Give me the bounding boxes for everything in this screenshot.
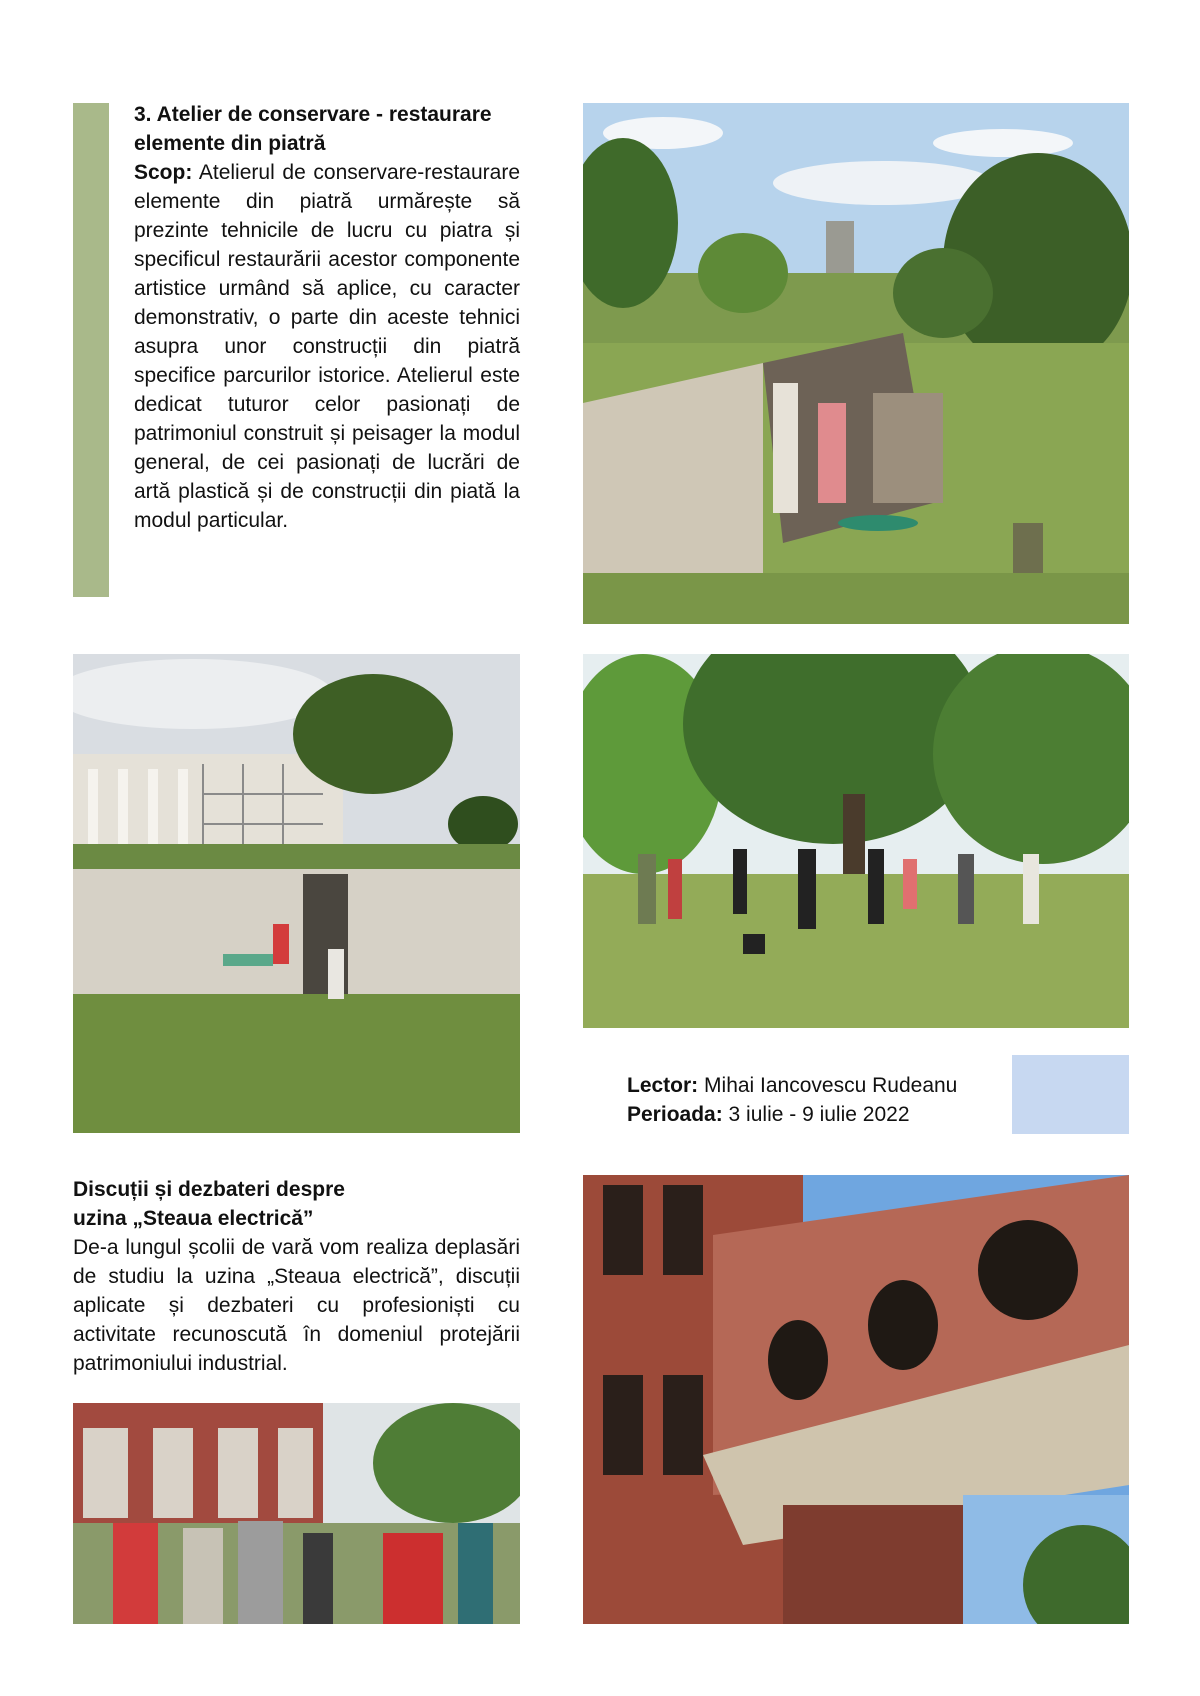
accent-box [1012,1055,1129,1134]
period-label: Perioada: [627,1103,723,1126]
section-title-line1: Discuții și dezbateri despre [73,1178,345,1201]
scope-text: Atelierul de conservare-restaurare elemente din piatră urmărește să prezinte tehnicile de lucru cu piatra și specificul restaurării acestor componente artistice urmând să aplice, cu caracter demonstrativ, o parte din aceste tehnici asupra unor construcții din piatră specifice parcurilor istorice. Atelierul este dedicat tuturor celor pasionați de patrimoniul construit și peisager la modul general, de cei pasionați de lucrări de artă plastică și de construcții din piată la modul particular. [134,161,520,532]
photo-stone-restoration-tower [583,103,1129,624]
lector-info [627,1071,957,1129]
photo-ruined-brick-building [583,1175,1129,1624]
period-line [627,1100,957,1129]
accent-bar [73,103,109,597]
section-description [134,158,520,535]
lector-name: Mihai Iancovescu Rudeanu [704,1074,958,1097]
section-title: 3. Atelier de conservare - restaurare elemente din piatră [134,103,492,155]
section-title-line2: uzina „Steaua electrică” [73,1207,314,1230]
lector-line [627,1071,957,1100]
lector-label: Lector: [627,1074,699,1097]
scope-label: Scop: [134,161,193,184]
photo-group-in-park [583,654,1129,1028]
section-description: De-a lungul școlii de vară vom realiza deplasări de studiu la uzina „Steaua electrică”, discuții aplicate și dezbateri cu profesioniști cu activitate recunoscută în domeniul protejării patrimoniului industrial. [73,1236,520,1375]
photo-palace-scaffolding [73,654,520,1133]
section-atelier [134,100,520,535]
section-steaua-electrica [73,1175,520,1378]
photo-group-factory [73,1403,520,1624]
period-value: 3 iulie - 9 iulie 2022 [728,1103,910,1126]
